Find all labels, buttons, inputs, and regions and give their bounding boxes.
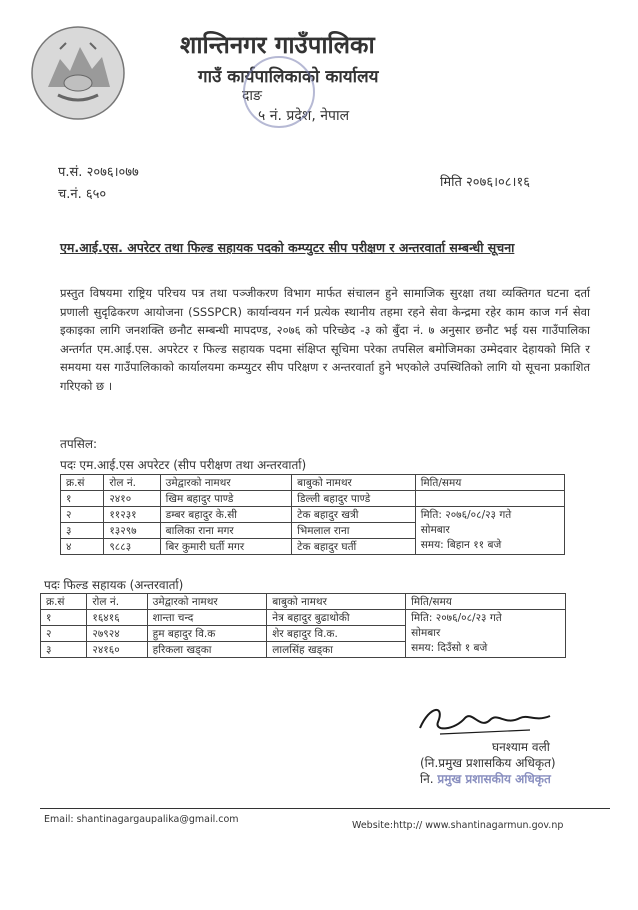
schedule-time: समय: बिहान ११ बजे bbox=[420, 539, 502, 551]
column-header: क्र.सं bbox=[41, 594, 87, 610]
nepal-emblem-logo bbox=[30, 25, 126, 121]
schedule-time: समय: दिउँसो १ बजे bbox=[411, 642, 488, 654]
seal-prefix: नि. bbox=[420, 772, 434, 786]
table-header-row bbox=[41, 594, 566, 610]
notice-body: प्रस्तुत विषयमा राष्ट्रिय परिचय पत्र तथा पञ्जीकरण विभाग मार्फत संचालन हुने सामाजिक सुरक्षा तथा व्यक्तिगत घटना दर्ता प्रणाली सुदृढिकरण आयोजना (SSSPCR) कार्यान्वयन गर्न प्रत्येक स्थानीय तहमा रहने सेवा केन्द्रमा रहेर काम काज गर्न सेवा इकाइका लागि जनशक्ति छनौट सम्बन्धी मापदण्ड, २०७६ को परिच्छेद -३ को बुँदा नं. ७ अनुसार छनौट भई यस गाउँपालिका अन्तर्गत एम.आई.एस. अपरेटर र फिल्ड सहायक पदमा संक्षिप्त सूचिमा परेका तपसिल बमोजिमका उम्मेदवार देहायको मिति र समयमा यस गाउँपालिकाको कार्यालयमा कम्प्युटर सीप परिक्षण र अन्तरवार्ता हुने भएकोले उपस्थितिको लागि यो सूचना प्रकाशित गरिएको छ । bbox=[60, 286, 590, 393]
father-cell: टेक बहादुर घर्ती bbox=[292, 539, 416, 555]
schedule-cell bbox=[415, 507, 564, 555]
serial-cell: १ bbox=[41, 610, 87, 626]
handwritten-signature bbox=[410, 700, 560, 740]
candidate-cell: शान्ता चन्द bbox=[147, 610, 267, 626]
candidate-table-field-assistant bbox=[40, 593, 566, 658]
org-name: शान्तिनगर गाउँपालिका bbox=[180, 31, 375, 59]
candidate-cell: हरिकला खड्का bbox=[147, 642, 267, 658]
serial-cell: २ bbox=[61, 507, 104, 523]
dispatch-number: च.नं. ६५० bbox=[58, 187, 107, 202]
roll-cell: १६४१६ bbox=[87, 610, 147, 626]
candidate-cell: बिर कुमारी घर्ती मगर bbox=[160, 539, 292, 555]
candidate-cell: खिम बहादुर पाण्डे bbox=[160, 491, 292, 507]
schedule-cell bbox=[415, 491, 564, 507]
roll-cell: २४१० bbox=[104, 491, 160, 507]
roll-cell: ११२३१ bbox=[104, 507, 160, 523]
table-row bbox=[41, 610, 566, 626]
schedule-cell bbox=[406, 610, 566, 658]
footer-website: Website:http:// www.shantinagarmun.gov.np bbox=[352, 820, 564, 831]
notice-subject: एम.आई.एस. अपरेटर तथा फिल्ड सहायक पदको कम्प्युटर सीप परीक्षण र अन्तरवार्ता सम्बन्धी सूचना bbox=[60, 240, 515, 255]
column-header: मिति/समय bbox=[415, 475, 564, 491]
candidate-cell: डम्बर बहादुर के.सी bbox=[160, 507, 292, 523]
serial-cell: ३ bbox=[41, 642, 87, 658]
table-header-row bbox=[61, 475, 565, 491]
roll-cell: २४१६० bbox=[87, 642, 147, 658]
column-header: रोल नं. bbox=[87, 594, 147, 610]
column-header: क्र.सं bbox=[61, 475, 104, 491]
post-title-mis-operator: पदः एम.आई.एस अपरेटर (सीप परीक्षण तथा अन्तरवार्ता) bbox=[60, 458, 307, 472]
roll-cell: २७९२४ bbox=[87, 626, 147, 642]
schedule-day: सोमबार bbox=[411, 627, 441, 639]
column-header: रोल नं. bbox=[104, 475, 160, 491]
letter-date: मिति २०७६।०८।१६ bbox=[440, 175, 530, 190]
father-cell: शेर बहादुर वि.क. bbox=[267, 626, 406, 642]
table-row bbox=[61, 491, 565, 507]
office-name: गाउँ कार्यपालिकाको कार्यालय bbox=[198, 67, 379, 87]
serial-cell: ४ bbox=[61, 539, 104, 555]
footer-divider bbox=[40, 808, 610, 809]
footer-email: Email: shantinagargaupalika@gmail.com bbox=[44, 814, 239, 825]
column-header: बाबुको नामथर bbox=[267, 594, 406, 610]
schedule-day: सोमबार bbox=[420, 524, 450, 536]
serial-cell: २ bbox=[41, 626, 87, 642]
column-header: उमेद्वारको नामथर bbox=[147, 594, 267, 610]
column-header: मिति/समय bbox=[406, 594, 566, 610]
table-row bbox=[61, 507, 565, 523]
fiscal-year: प.सं. २०७६।०७७ bbox=[58, 165, 139, 180]
father-cell: भिमलाल राना bbox=[292, 523, 416, 539]
address: ५ नं. प्रदेश, नेपाल bbox=[258, 108, 350, 124]
schedule-date: मिति: २०७६/०८/२३ गते bbox=[420, 509, 512, 521]
candidate-table-mis-operator bbox=[60, 474, 565, 555]
father-cell: नेत्र बहादुर बुढाथोकी bbox=[267, 610, 406, 626]
office-stamp bbox=[243, 56, 315, 128]
candidate-cell: हुम बहादुर वि.क bbox=[147, 626, 267, 642]
designation-stamp: प्रमुख प्रशासकीय अधिकृत bbox=[437, 772, 551, 786]
signatory-designation: (नि.प्रमुख प्रशासकिय अधिकृत) bbox=[420, 756, 556, 770]
candidate-cell: बालिका राना मगर bbox=[160, 523, 292, 539]
father-cell: टेक बहादुर खत्री bbox=[292, 507, 416, 523]
details-label: तपसिल: bbox=[60, 437, 98, 451]
schedule-date: मिति: २०७६/०८/२३ गते bbox=[411, 612, 502, 624]
district: दाङ bbox=[242, 88, 262, 104]
roll-cell: ९८८३ bbox=[104, 539, 160, 555]
serial-cell: १ bbox=[61, 491, 104, 507]
serial-cell: ३ bbox=[61, 523, 104, 539]
seal-line bbox=[420, 770, 551, 787]
column-header: उमेद्वारको नामथर bbox=[160, 475, 292, 491]
roll-cell: १३२९७ bbox=[104, 523, 160, 539]
father-cell: लालसिंह खड्का bbox=[267, 642, 406, 658]
post-title-field-assistant: पदः फिल्ड सहायक (अन्तरवार्ता) bbox=[44, 578, 184, 592]
column-header: बाबुको नामथर bbox=[292, 475, 416, 491]
signatory-name: घनश्याम वली bbox=[492, 740, 550, 754]
father-cell: डिल्ली बहादुर पाण्डे bbox=[292, 491, 416, 507]
